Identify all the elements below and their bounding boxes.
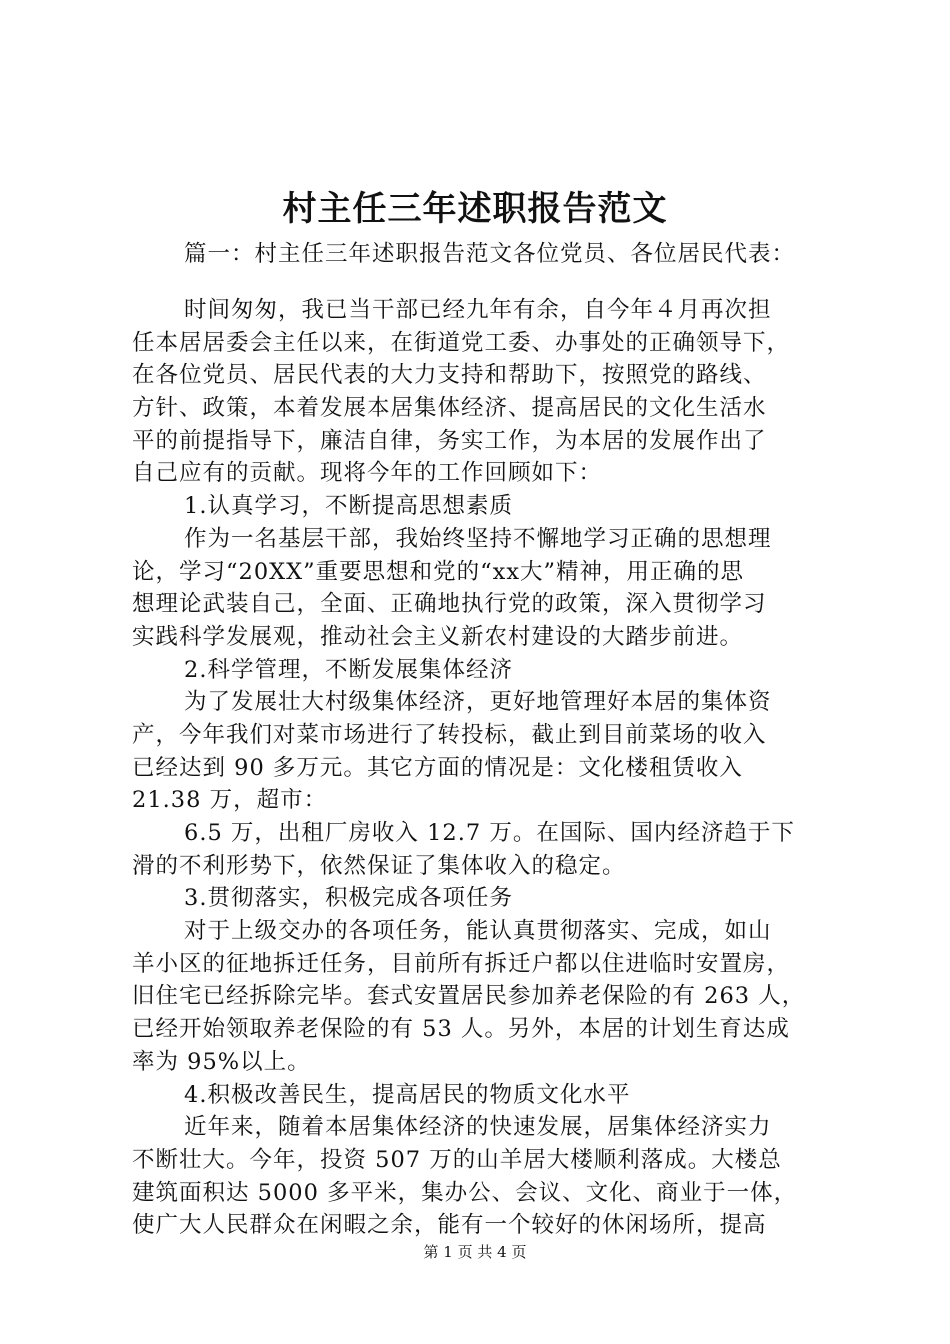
- document-body: [132, 294, 836, 1242]
- body-line: 1.认真学习，不断提高思想素质: [184, 493, 513, 520]
- body-line: 4.积极改善民生，提高居民的物质文化水平: [184, 1081, 631, 1108]
- body-line: 不断壮大。今年，投资 507 万的山羊居大楼顺利落成。大楼总: [132, 1146, 782, 1173]
- body-line: 已经开始领取养老保险的有 53 人。另外，本居的计划生育达成: [132, 1016, 790, 1043]
- body-line: 率为 95%以上。: [132, 1048, 311, 1075]
- body-line: 21.38 万，超市：: [132, 787, 328, 814]
- body-line: 使广大人民群众在闲暇之余，能有一个较好的休闲场所，提高: [132, 1212, 767, 1239]
- body-line: 3.贯彻落实，积极完成各项任务: [184, 885, 513, 912]
- body-line: 为了发展壮大村级集体经济，更好地管理好本居的集体资: [184, 689, 772, 716]
- body-line: 时间匆匆，我已当干部已经九年有余，自今年４月再次担: [184, 297, 772, 323]
- body-line: 在各位党员、居民代表的大力支持和帮助下，按照党的路线、: [132, 362, 767, 389]
- body-line: 2.科学管理，不断发展集体经济: [184, 656, 513, 683]
- body-line: 近年来，随着本居集体经济的快速发展，居集体经济实力: [184, 1114, 772, 1141]
- page-footer: 第 1 页 共 4 页: [423, 1243, 527, 1261]
- body-line: 滑的不利形势下，依然保证了集体收入的稳定。: [132, 852, 626, 879]
- body-line: 作为一名基层干部，我始终坚持不懈地学习正确的思想理: [184, 525, 772, 552]
- body-line: 方针、政策，本着发展本居集体经济、提高居民的文化生活水: [132, 395, 767, 422]
- body-line: 已经达到 90 多万元。其它方面的情况是：文化楼租赁收入: [132, 754, 743, 781]
- body-line: 论，学习“20XX”重要思想和党的“xx大”精神，用正确的思: [132, 558, 745, 585]
- body-line: 6.5 万，出租厂房收入 12.7 万。在国际、国内经济趋于下: [184, 820, 795, 846]
- body-line: 建筑面积达 5000 多平米，集办公、会议、文化、商业于一体，: [132, 1179, 798, 1206]
- body-line: 平的前提指导下，廉洁自律，务实工作，为本居的发展作出了: [132, 427, 767, 454]
- body-line: 实践科学发展观，推动社会主义新农村建设的大踏步前进。: [132, 623, 744, 650]
- body-line: 产，今年我们对菜市场进行了转投标，截止到目前菜场的收入: [132, 721, 767, 748]
- body-line: 任本居居委会主任以来，在街道党工委、办事处的正确领导下，: [132, 329, 791, 356]
- body-line: 旧住宅已经拆除完毕。套式安置居民参加养老保险的有 263 人，: [132, 983, 806, 1010]
- body-line: 对于上级交办的各项任务，能认真贯彻落实、完成，如山: [184, 918, 772, 945]
- document-subtitle: 篇一：村主任三年述职报告范文各位党员、各位居民代表：: [184, 241, 796, 267]
- body-line: 羊小区的征地拆迁任务，目前所有拆迁户都以住进临时安置房，: [132, 950, 791, 977]
- document-title: 村主任三年述职报告范文: [282, 189, 668, 229]
- body-line: 想理论武装自己，全面、正确地执行党的政策，深入贯彻学习: [132, 591, 767, 618]
- body-line: 自己应有的贡献。现将今年的工作回顾如下：: [132, 460, 603, 487]
